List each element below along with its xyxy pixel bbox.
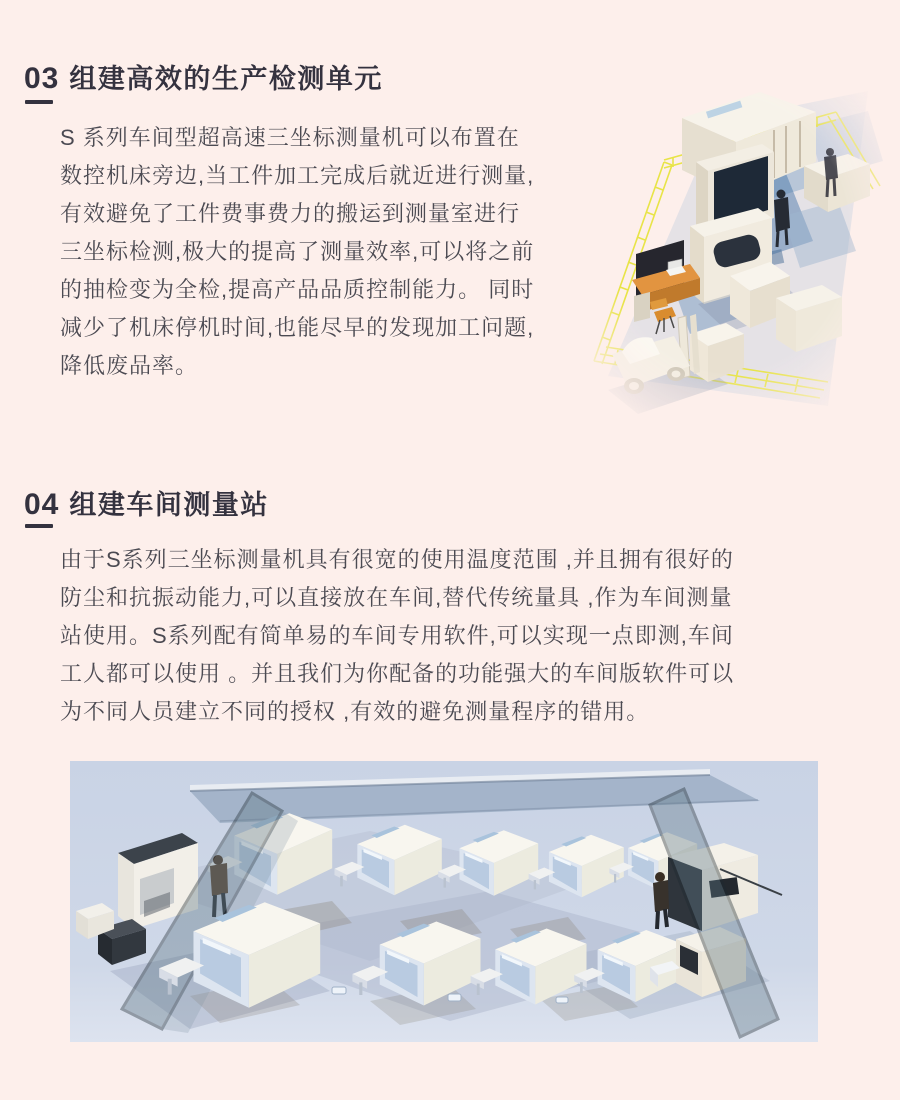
production-cell-illustration [578,66,900,434]
paragraph-line: 数控机床旁边,当工件加工完成后就近进行测量, [60,163,535,188]
section-04-heading [24,483,269,522]
paragraph-line: 减少了机床停机时间,也能尽早的发现加工问题, [60,315,535,340]
section-03-heading [24,57,383,96]
paragraph-line: S 系列车间型超高速三坐标测量机可以布置在 [60,125,520,150]
paragraph-line: 的抽检变为全检,提高产品品质控制能力。 同时 [60,277,535,302]
workshop-illustration [70,761,818,1042]
paragraph-line: 有效避免了工件费事费力的搬运到测量室进行 [60,201,521,226]
section-04-paragraph [60,541,840,731]
paragraph-line: 防尘和抗振动能力,可以直接放在车间,替代传统量具 ,作为车间测量 [60,585,733,610]
paragraph-line: 工人都可以使用 。并且我们为你配备的功能强大的车间版软件可以 [60,661,735,686]
paragraph-line: 由于S系列三坐标测量机具有很宽的使用温度范围 ,并且拥有很好的 [60,547,734,572]
section-number-underline [25,524,53,528]
section-03-paragraph [60,119,580,385]
section-04-title: 组建车间测量站 [69,490,269,520]
paragraph-line: 为不同人员建立不同的授权 ,有效的避免测量程序的错用。 [60,699,650,724]
paragraph-line: 站使用。S系列配有简单易的车间专用软件,可以实现一点即测,车间 [60,623,734,648]
paragraph-line: 三坐标检测,极大的提高了测量效率,可以将之前 [60,239,535,264]
section-03-title: 组建高效的生产检测单元 [69,64,383,94]
section-03-number: 03 [24,62,60,95]
paragraph-line: 降低废品率。 [60,353,199,378]
section-number-underline [25,100,53,104]
section-04-number: 04 [24,488,60,521]
